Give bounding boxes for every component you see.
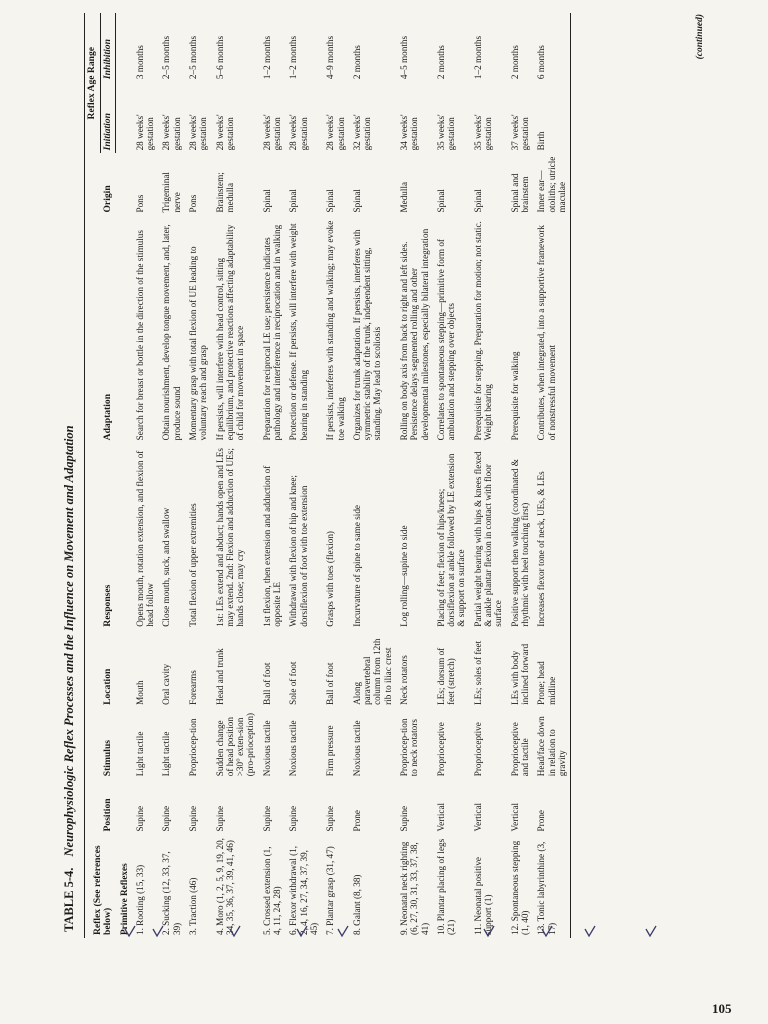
cell-position: Supine [187, 805, 198, 832]
table-row [533, 13, 570, 938]
cell-initiation: 37 weeks' gestation [509, 114, 530, 151]
table-number: TABLE 5-4. [62, 867, 76, 932]
cell-initiation: 35 weeks' gestation [435, 114, 457, 151]
cell-reflex: 6. Flexor withdrawal (1, 2, 4, 16, 27, 34, 37, 39, 45) [288, 845, 319, 935]
cell-inhibition: 2 months [509, 45, 520, 80]
cell-initiation: Birth [533, 82, 570, 153]
cell-stimulus: Noxious tactile [351, 720, 362, 777]
header-position: Position [85, 779, 116, 834]
cell-adaptation: Protection or defense. If persists, will interfere with weight bearing in standing [288, 223, 309, 441]
cell-position: Supine [214, 805, 225, 832]
cell-responses: Increases flexor tone of neck, UEs, & LEs [533, 443, 570, 629]
cell-initiation: 28 weeks' gestation [134, 114, 156, 151]
cell-adaptation: Correlates to spontaneous stepping—primitive form of ambulation and stepping over objects [435, 239, 457, 441]
cell-location: Neck rotators [399, 655, 409, 705]
cell-location: Oral cavity [161, 663, 172, 705]
cell-reflex: 12. Spontaneous stepping (1, 40) [509, 840, 530, 935]
cell-position: Vertical [435, 802, 446, 832]
table-row [349, 13, 396, 938]
cell-responses: Log rolling—supine to side [399, 525, 409, 627]
table-header-row [85, 13, 101, 938]
cell-origin: Trigeminal nerve [161, 172, 182, 213]
cell-stimulus: Propriocep-tion to neck rotators [399, 718, 420, 777]
table-row [433, 13, 470, 938]
cell-location: Ball of foot [325, 662, 336, 705]
cell-adaptation: Search for breast or bottle in the direction of the stimulus [134, 230, 145, 441]
cell-location: LEs; dorsum of feet (stretch) [435, 647, 457, 705]
header-location: Location [85, 630, 116, 708]
cell-position: Vertical [509, 802, 520, 832]
cell-location: Along paravertebral column from 12th rib to iliac crest [351, 638, 393, 705]
cell-inhibition: 2–5 months [161, 35, 172, 80]
cell-position: Supine [399, 805, 409, 832]
cell-position: Supine [325, 805, 336, 832]
cell-position: Prone [351, 810, 362, 832]
cell-adaptation: Organizes for trunk adaptation. If persists, interferes with symmetric stability of the trunk, independent sitting, standing. May lead to scoliosis [351, 229, 383, 441]
cell-stimulus: Noxious tactile [261, 720, 272, 777]
cell-reflex: 13. Tonic labyrinthine (3, 17) [533, 834, 570, 938]
reflex-table [84, 13, 571, 938]
cell-reflex: 2. Sucking (12, 33, 37, 39) [161, 851, 182, 935]
page-number: 105 [712, 1001, 732, 1016]
header-origin: Origin [85, 153, 116, 215]
cell-reflex: 5. Crossed extension (1, 4, 11, 24, 28) [261, 846, 283, 935]
cell-stimulus: Noxious tactile [288, 720, 299, 777]
cell-initiation: 28 weeks' gestation [187, 114, 209, 151]
cell-responses: Positive support then walking (coordinated & rhythmic with heel touching first) [509, 459, 530, 627]
table-row [132, 13, 159, 938]
cell-responses: Close mouth, suck, and swallow [161, 507, 172, 627]
rotated-table-region [62, 8, 732, 938]
table-row [212, 13, 259, 938]
cell-reflex: 11. Neonatal positive support (1) [472, 857, 494, 935]
cell-origin: Pons [134, 194, 145, 213]
table-row [322, 13, 349, 938]
table-row [507, 13, 534, 938]
cell-inhibition: 5–6 months [214, 35, 225, 80]
header-reflex: Reflex (See references below) [85, 834, 116, 938]
cell-inhibition: 4–9 months [325, 35, 336, 80]
cell-origin: Spinal and brainstem [509, 173, 530, 213]
table-row [470, 13, 507, 938]
cell-inhibition: 1–2 months [472, 35, 483, 80]
cell-origin: Inner ear—otoliths; utricle maculae [533, 153, 570, 215]
cell-adaptation: If persists, will interfere with head control, sitting equilibrium, and protective reactions affecting adaptability of child for movement in space [214, 224, 246, 441]
cell-initiation: 28 weeks' gestation [288, 114, 309, 151]
cell-location: Sole of foot [288, 661, 299, 705]
cell-stimulus: Sudden change of head position >30° exten-sion (pro-prioception) [214, 712, 256, 777]
cell-responses: Placing of feet; flexion of hips/knees; dorsiflexion at ankle followed by LE extension & support on surface [435, 453, 467, 627]
header-stimulus: Stimulus [85, 708, 116, 779]
cell-reflex: 8. Galant (8, 38) [351, 874, 362, 935]
cell-responses: Total flexion of upper extremities [187, 503, 198, 627]
cell-inhibition: 4–5 months [399, 35, 409, 80]
header-inhibition: Inhibition [100, 13, 116, 82]
cell-location: LEs with body inclined forward [509, 643, 530, 705]
cell-initiation: 28 weeks' gestation [161, 114, 182, 151]
cell-stimulus: Light tactile [161, 731, 172, 777]
header-adaptation: Adaptation [85, 216, 116, 444]
cell-adaptation: Prerequisite for stepping. Preparation for motion; not static. Weight bearing [472, 221, 494, 441]
cell-stimulus: Proprioceptive [435, 722, 446, 777]
table-row [259, 13, 286, 938]
cell-origin: Spinal [288, 189, 299, 213]
section-label: Primitive Reflexes [119, 863, 130, 935]
cell-responses: Opens mouth, rotation extension, and flexion of head follow [134, 450, 156, 627]
cell-inhibition: 2 months [351, 45, 362, 80]
cell-adaptation: Rolling on body axis from back to right and left sides. Persistence delays segmented rolling and other developmental milestones, especially bilateral integration [399, 228, 430, 441]
cell-inhibition: 1–2 months [288, 35, 299, 80]
cell-inhibition: 2 months [435, 45, 446, 80]
cell-stimulus: Proprioceptive [472, 722, 483, 777]
table-body [116, 13, 571, 938]
cell-location: Ball of foot [261, 662, 272, 705]
cell-reflex: 9. Neonatal neck righting (6, 27, 30, 31, 33, 37, 38, 41) [399, 841, 430, 935]
cell-responses: Incurvature of spine to same side [351, 505, 362, 627]
cell-reflex: 4. Moro (1, 2, 5, 9, 19, 20, 34, 35, 36, 37, 39, 41, 46) [214, 838, 235, 935]
cell-responses: Withdrawal with flexion of hip and knee; dorsiflexion of foot with toe extension [288, 475, 309, 627]
cell-origin: Spinal [351, 189, 362, 213]
cell-stimulus: Firm pressure [325, 725, 336, 777]
cell-location: Head and trunk [214, 648, 225, 705]
cell-initiation: 28 weeks' gestation [214, 114, 235, 151]
continued-note: (continued) [695, 14, 705, 60]
cell-position: Prone [533, 779, 570, 834]
cell-position: Supine [288, 805, 299, 832]
cell-origin: Spinal [435, 189, 446, 213]
cell-origin: Spinal [325, 189, 336, 213]
cell-stimulus: Proprioceptive and tactile [509, 722, 530, 777]
section-row [116, 13, 132, 938]
cell-position: Supine [134, 805, 145, 832]
cell-adaptation: Momentary grasp with total flexion of UE leading to voluntary reach and grasp [187, 246, 209, 441]
cell-location: Prone; head midline [533, 630, 570, 708]
cell-location: Mouth [134, 680, 145, 705]
cell-origin: Spinal [261, 189, 272, 213]
cell-responses: 1st: LEs extend and abduct; hands open and LEs may extend. 2nd: Flexion and adduction of UEs; hands close; may cry [214, 448, 246, 627]
cell-initiation: 35 weeks' gestation [472, 114, 494, 151]
cell-initiation: 32 weeks' gestation [351, 114, 373, 151]
cell-position: Supine [261, 805, 272, 832]
cell-location: Forearms [187, 670, 198, 705]
cell-responses: Grasps with toes (flexion) [325, 531, 336, 627]
table-caption: Neurophysiologic Reflex Processes and the Influence on Movement and Adaptation [62, 425, 76, 857]
cell-location: LEs; soles of feet [472, 640, 483, 705]
cell-adaptation: Contributes, when integrated, into a supportive framework of nonstressful movement [533, 216, 570, 444]
cell-inhibition: 6 months [533, 13, 570, 82]
table-row [158, 13, 185, 938]
table-title [62, 8, 78, 932]
cell-inhibition: 2–5 months [187, 35, 198, 80]
table-row [185, 13, 212, 938]
cell-adaptation: Obtain nourishment, develop tongue movement, and, later, produce sound [161, 224, 182, 441]
cell-adaptation: Preparation for reciprocal LE use; persistence indicates pathology and interference in reciprocation and in walking [261, 224, 283, 441]
cell-initiation: 34 weeks' gestation [399, 114, 420, 151]
cell-reflex: 10. Plantar placing of legs (21) [435, 838, 457, 935]
cell-position: Supine [161, 805, 172, 832]
header-initiation: Initiation [100, 82, 116, 153]
table-row [396, 13, 433, 938]
cell-origin: Medulla [399, 181, 409, 213]
cell-stimulus: Light tactile [134, 731, 145, 777]
cell-adaptation: Prerequisite for walking [509, 351, 520, 441]
cell-origin: Pons [187, 194, 198, 213]
cell-initiation: 28 weeks' gestation [325, 114, 346, 151]
cell-initiation: 28 weeks' gestation [261, 114, 283, 151]
header-age-range: Reflex Age Range [85, 13, 101, 153]
cell-reflex: 3. Traction (46) [187, 877, 198, 935]
cell-responses: 1st flexion, then extension and adduction of opposite LE [261, 465, 283, 627]
cell-stimulus: Propriocep-tion [187, 718, 198, 777]
cell-inhibition: 3 months [134, 45, 145, 80]
header-responses: Responses [85, 443, 116, 629]
cell-inhibition: 1–2 months [261, 35, 272, 80]
cell-responses: Partial weight bearing with hips & knees flexed & ankle plantar flexion in contact with floor surface [472, 451, 504, 627]
table-row [285, 13, 322, 938]
cell-origin: Spinal [472, 189, 483, 213]
cell-origin: Brainstem; medulla [214, 172, 235, 213]
cell-adaptation: If persists, interferes with standing and walking; may evoke toe walking [325, 220, 346, 441]
cell-stimulus: Head/face down in relation to gravity [533, 708, 570, 779]
cell-reflex: 7. Plantar grasp (31, 47) [325, 846, 336, 935]
cell-reflex: 1. Rooting (15, 33) [134, 864, 145, 935]
cell-position: Vertical [472, 802, 483, 832]
